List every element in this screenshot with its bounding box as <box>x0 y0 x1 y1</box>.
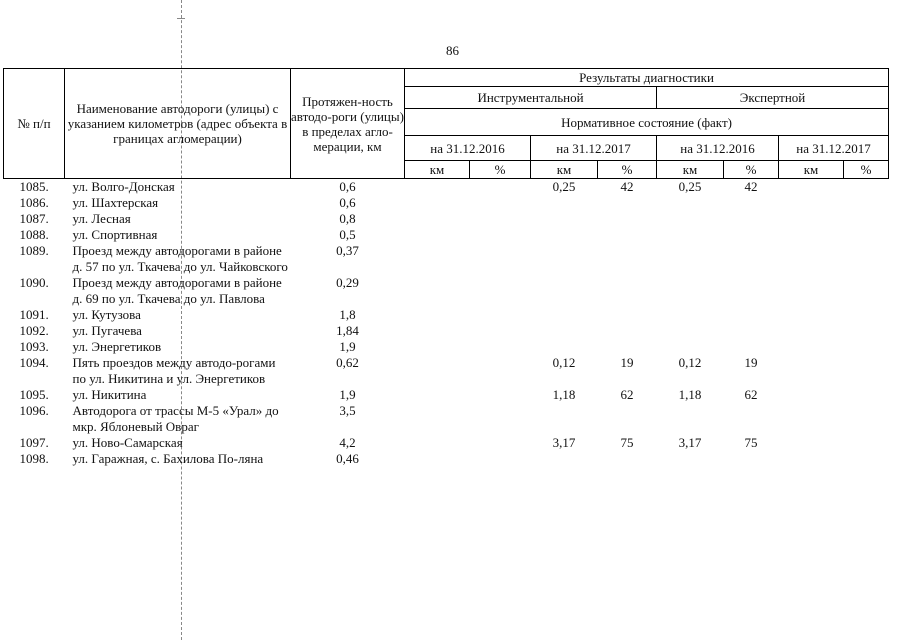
diagnostic-value: 0,12 <box>552 355 576 370</box>
diagnostic-value <box>779 435 844 451</box>
row-number: 1085. <box>19 179 49 194</box>
header-pct: % <box>598 161 657 179</box>
diagnostic-value <box>844 323 889 339</box>
diagnostic-value <box>779 451 844 467</box>
road-diagnostics-table <box>3 68 889 467</box>
table-row <box>4 323 889 339</box>
table-row <box>4 179 889 196</box>
header-num: № п/п <box>4 69 65 179</box>
road-name: ул. Кутузова <box>72 307 141 322</box>
diagnostic-value <box>470 323 531 339</box>
road-name: Проезд между автодорогами в районе д. 69 по ул. Ткачева до ул. Павлова <box>72 275 282 306</box>
road-length: 4,2 <box>339 435 356 450</box>
diagnostic-value <box>844 451 889 467</box>
road-name: Автодорога от трассы М-5 «Урал» до мкр. Яблоневый Овраг <box>72 403 279 434</box>
header-km: км <box>779 161 844 179</box>
diagnostic-value <box>531 243 598 275</box>
diagnostic-value <box>724 339 779 355</box>
diagnostic-value <box>470 195 531 211</box>
diagnostic-value <box>724 211 779 227</box>
diagnostic-value <box>598 275 657 307</box>
diagnostic-value <box>405 387 470 403</box>
diagnostic-value: 1,18 <box>552 387 576 402</box>
diagnostic-value <box>531 227 598 243</box>
road-name: ул. Лесная <box>72 211 131 226</box>
road-length: 1,8 <box>339 307 356 322</box>
diagnostic-value <box>844 211 889 227</box>
diagnostic-value <box>470 355 531 387</box>
diagnostic-value <box>598 211 657 227</box>
diagnostic-value <box>405 307 470 323</box>
row-number: 1097. <box>19 435 49 450</box>
diagnostic-value <box>405 323 470 339</box>
road-name: ул. Волго-Донская <box>72 179 175 194</box>
diagnostic-value <box>470 435 531 451</box>
diagnostic-value <box>470 275 531 307</box>
page-fold-tick <box>177 18 185 19</box>
table-row <box>4 227 889 243</box>
diagnostic-value <box>724 323 779 339</box>
diagnostic-value <box>779 403 844 435</box>
header-date-2017-instrumental: на 31.12.2017 <box>531 136 657 161</box>
header-date-2016-expert: на 31.12.2016 <box>657 136 779 161</box>
row-number: 1087. <box>19 211 49 226</box>
diagnostic-value <box>470 243 531 275</box>
diagnostic-value <box>844 403 889 435</box>
road-name: ул. Гаражная, с. Бахилова По-ляна <box>72 451 264 466</box>
road-length: 1,84 <box>336 323 359 338</box>
header-date-2016-instrumental: на 31.12.2016 <box>405 136 531 161</box>
table-row <box>4 211 889 227</box>
diagnostic-value <box>657 211 724 227</box>
header-km: км <box>531 161 598 179</box>
table-row <box>4 307 889 323</box>
diagnostic-value <box>779 179 844 196</box>
page-number: 86 <box>446 43 459 58</box>
header-pct: % <box>470 161 531 179</box>
diagnostic-value <box>598 243 657 275</box>
diagnostic-value <box>779 339 844 355</box>
header-results: Результаты диагностики <box>405 69 889 87</box>
diagnostic-value: 42 <box>744 179 758 194</box>
diagnostic-value <box>598 403 657 435</box>
table-row <box>4 243 889 275</box>
diagnostic-value <box>470 307 531 323</box>
row-number: 1098. <box>19 451 49 466</box>
header-km: км <box>657 161 724 179</box>
header-pct: % <box>844 161 889 179</box>
road-name: ул. Ново-Самарская <box>72 435 183 450</box>
diagnostic-value <box>598 451 657 467</box>
diagnostic-value: 19 <box>620 355 634 370</box>
diagnostic-value <box>657 451 724 467</box>
row-number: 1086. <box>19 195 49 210</box>
road-name: ул. Пугачева <box>72 323 142 338</box>
diagnostic-value <box>844 387 889 403</box>
diagnostic-value: 1,18 <box>678 387 702 402</box>
header-km: км <box>405 161 470 179</box>
diagnostic-value <box>405 355 470 387</box>
diagnostic-value <box>531 275 598 307</box>
row-number: 1093. <box>19 339 49 354</box>
diagnostic-value <box>724 307 779 323</box>
header-expert: Экспертной <box>657 87 889 109</box>
diagnostic-value: 75 <box>744 435 758 450</box>
diagnostic-value <box>779 243 844 275</box>
diagnostic-value <box>844 307 889 323</box>
table-row <box>4 339 889 355</box>
road-length: 0,46 <box>336 451 359 466</box>
diagnostic-value <box>598 339 657 355</box>
diagnostic-value: 0,25 <box>678 179 702 194</box>
diagnostic-value <box>405 451 470 467</box>
diagnostic-value <box>598 307 657 323</box>
diagnostic-value <box>470 451 531 467</box>
table-row <box>4 403 889 435</box>
diagnostic-value <box>470 179 531 196</box>
header-length: Протяжен-ность автодо-роги (улицы) в пределах агло-мерации, км <box>291 69 405 179</box>
diagnostic-value <box>405 179 470 196</box>
road-length: 3,5 <box>339 403 356 418</box>
diagnostic-value <box>657 243 724 275</box>
road-name: Проезд между автодорогами в районе д. 57 по ул. Ткачева до ул. Чайковского <box>72 243 288 274</box>
diagnostic-value <box>657 227 724 243</box>
diagnostic-value: 42 <box>620 179 634 194</box>
diagnostic-value <box>844 339 889 355</box>
diagnostic-value <box>657 403 724 435</box>
diagnostic-value <box>779 307 844 323</box>
diagnostic-value <box>724 451 779 467</box>
diagnostic-value <box>844 227 889 243</box>
diagnostic-value <box>724 243 779 275</box>
header-instrumental: Инструментальной <box>405 87 657 109</box>
header-date-2017-expert: на 31.12.2017 <box>779 136 889 161</box>
diagnostic-value <box>657 195 724 211</box>
diagnostic-value <box>470 211 531 227</box>
row-number: 1095. <box>19 387 49 402</box>
diagnostic-value: 3,17 <box>678 435 702 450</box>
diagnostic-value <box>844 435 889 451</box>
diagnostic-value <box>844 179 889 196</box>
road-length: 0,6 <box>339 195 356 210</box>
diagnostic-value <box>779 355 844 387</box>
table-row <box>4 387 889 403</box>
row-number: 1088. <box>19 227 49 242</box>
diagnostic-value <box>844 355 889 387</box>
diagnostic-value <box>531 323 598 339</box>
row-number: 1090. <box>19 275 49 290</box>
diagnostic-value: 75 <box>620 435 634 450</box>
diagnostic-value <box>844 275 889 307</box>
road-length: 0,6 <box>339 179 356 194</box>
diagnostic-value <box>470 403 531 435</box>
table-body <box>4 179 889 468</box>
header-pct: % <box>724 161 779 179</box>
diagnostic-value: 19 <box>744 355 758 370</box>
row-number: 1096. <box>19 403 49 418</box>
diagnostic-value <box>405 275 470 307</box>
diagnostic-value <box>724 195 779 211</box>
diagnostic-value <box>531 339 598 355</box>
road-length: 0,29 <box>336 275 359 290</box>
diagnostic-value <box>779 275 844 307</box>
diagnostic-value <box>598 195 657 211</box>
diagnostic-value <box>598 227 657 243</box>
diagnostic-value <box>405 403 470 435</box>
road-length: 0,62 <box>336 355 359 370</box>
diagnostic-value <box>657 339 724 355</box>
diagnostic-value: 0,12 <box>678 355 702 370</box>
diagnostic-value <box>779 195 844 211</box>
diagnostic-value <box>405 435 470 451</box>
road-name: ул. Никитина <box>72 387 147 402</box>
diagnostic-value <box>724 275 779 307</box>
diagnostic-value: 62 <box>744 387 758 402</box>
row-number: 1092. <box>19 323 49 338</box>
diagnostic-value <box>844 195 889 211</box>
diagnostic-value <box>405 227 470 243</box>
diagnostic-value <box>724 227 779 243</box>
table-row <box>4 435 889 451</box>
row-number: 1091. <box>19 307 49 322</box>
diagnostic-value <box>657 323 724 339</box>
diagnostic-value <box>779 387 844 403</box>
diagnostic-value <box>470 387 531 403</box>
diagnostic-value <box>779 211 844 227</box>
road-name: Пять проездов между автодо-рогами по ул. Никитина и ул. Энергетиков <box>72 355 276 386</box>
header-road-name: Наименование автодороги (улицы) с указанием километров (адрес объекта в границах агломерации) <box>65 69 291 179</box>
diagnostic-value: 0,25 <box>552 179 576 194</box>
diagnostic-value <box>531 195 598 211</box>
table-row <box>4 451 889 467</box>
table-row <box>4 355 889 387</box>
diagnostic-value <box>598 323 657 339</box>
road-name: ул. Спортивная <box>72 227 158 242</box>
diagnostic-value <box>470 227 531 243</box>
road-name: ул. Энергетиков <box>72 339 162 354</box>
road-length: 1,9 <box>339 339 356 354</box>
table-row <box>4 275 889 307</box>
diagnostic-value <box>531 307 598 323</box>
diagnostic-value <box>657 275 724 307</box>
diagnostic-value <box>657 307 724 323</box>
road-length: 0,37 <box>336 243 359 258</box>
row-number: 1089. <box>19 243 49 258</box>
diagnostic-value <box>724 403 779 435</box>
header-normative: Нормативное состояние (факт) <box>405 109 889 136</box>
diagnostic-value <box>531 451 598 467</box>
table-row <box>4 195 889 211</box>
road-name: ул. Шахтерская <box>72 195 159 210</box>
diagnostic-value <box>779 323 844 339</box>
diagnostic-value <box>405 211 470 227</box>
diagnostic-value <box>470 339 531 355</box>
diagnostic-value <box>531 211 598 227</box>
road-length: 0,5 <box>339 227 356 242</box>
road-length: 1,9 <box>339 387 356 402</box>
diagnostic-value: 62 <box>620 387 634 402</box>
diagnostic-value: 3,17 <box>552 435 576 450</box>
diagnostic-value <box>844 243 889 275</box>
diagnostic-value <box>531 403 598 435</box>
table-header <box>4 69 889 179</box>
row-number: 1094. <box>19 355 49 370</box>
diagnostic-value <box>405 243 470 275</box>
diagnostic-value <box>779 227 844 243</box>
road-length: 0,8 <box>339 211 356 226</box>
diagnostic-value <box>405 339 470 355</box>
diagnostic-value <box>405 195 470 211</box>
